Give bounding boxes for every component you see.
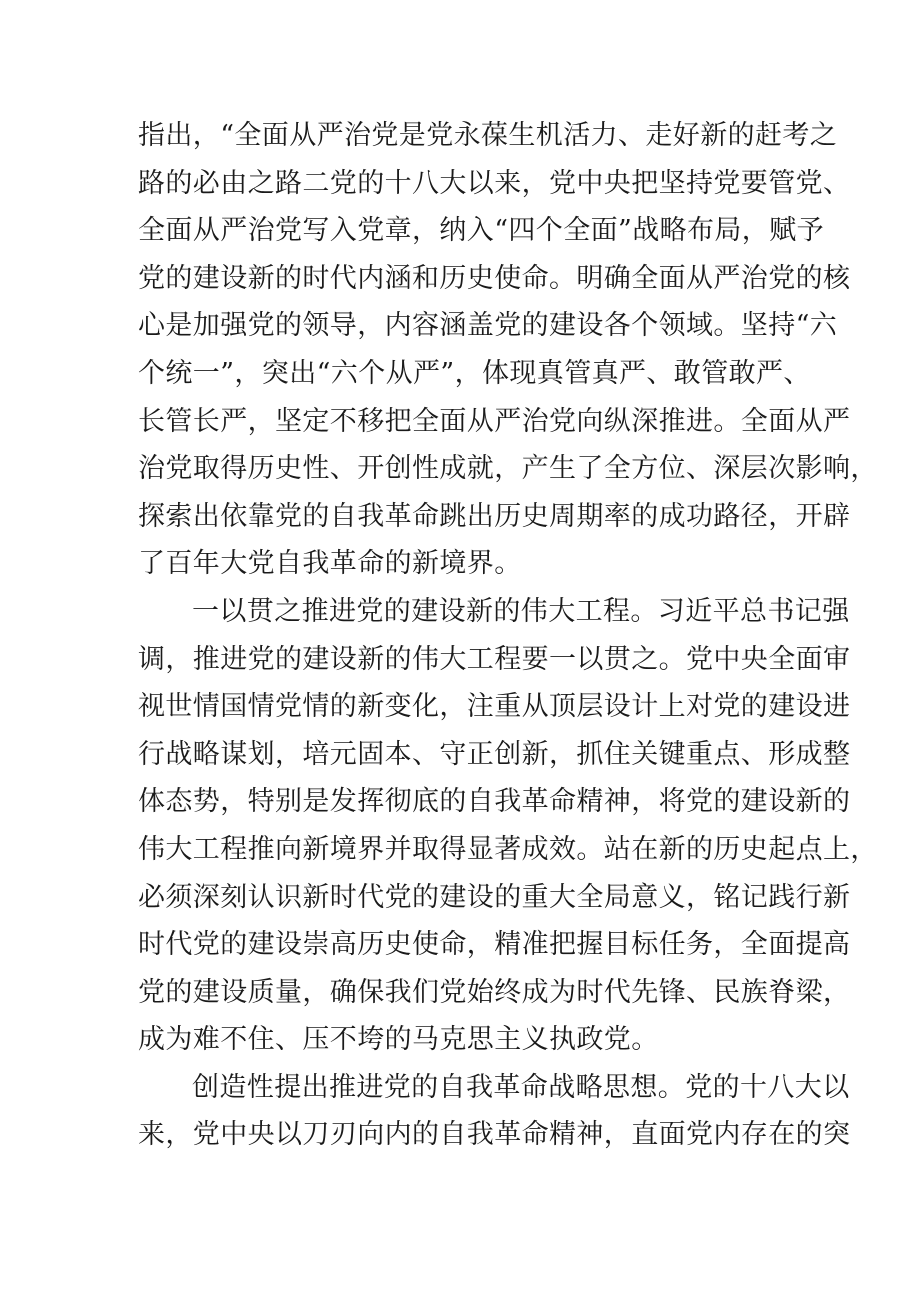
text-line: 长管长严，坚定不移把全面从严治党向纵深推进。全面从严 [138,405,851,437]
paragraph-start-line: 一以贯之推进党的建设新的伟大工程。习近平总书记强 [192,595,850,627]
text-line: 行战略谋划，培元固本、守正创新，抓住关键重点、形成整 [138,738,851,770]
text-line: 指出，“全面从严治党是党永葆生机活力、走好新的赶考之 [138,120,838,151]
text-line: 心是加强党的领导，内容涵盖党的建设各个领域。坚持“六 [138,310,838,342]
text-line: 路的必由之路二党的十八大以来，党中央把坚持党要管党、 [138,167,851,199]
text-line: 视世情国情党情的新变化，注重从顶层设计上对党的建设进 [138,691,851,723]
text-line: 必须深刻认识新时代党的建设的重大全局意义，铭记践行新 [138,881,851,913]
paragraph-start-line: 创造性提出推进党的自我革命战略思想。党的十八大以 [192,1071,850,1103]
text-line: 成为难不住、压不垮的马克思主义执政党。 [138,1024,659,1056]
text-line: 时代党的建设崇高历史使命，精准把握目标任务，全面提高 [138,929,851,961]
text-line: 探索出依靠党的自我革命跳出历史周期率的成功路径，开辟 [138,500,851,532]
text-line: 来，党中央以刀刃向内的自我革命精神，直面党内存在的突 [138,1119,851,1151]
text-line: 全面从严治党写入党章，纳入“四个全面”战略布局，赋予 [138,215,825,247]
text-line: 了百年大党自我革命的新境界。 [138,548,522,580]
text-line: 党的建设质量，确保我们党始终成为时代先锋、民族脊梁， [138,976,851,1008]
text-line: 个统一”，突出“六个从严”，体现真管真严、敢管敢严、 [138,357,811,389]
text-line: 党的建设新的时代内涵和历史使命。明确全面从严治党的核 [138,262,851,294]
text-line: 伟大工程推向新境界并取得显著成效。站在新的历史起点上， [138,833,878,865]
text-line: 调，推进党的建设新的伟大工程要一以贯之。党中央全面审 [138,643,851,675]
text-line: 体态势，特别是发挥彻底的自我革命精神，将党的建设新的 [138,786,851,818]
body-text [138,112,878,1159]
text-line: 治党取得历史性、开创性成就，产生了全方位、深层次影响， [138,453,878,485]
